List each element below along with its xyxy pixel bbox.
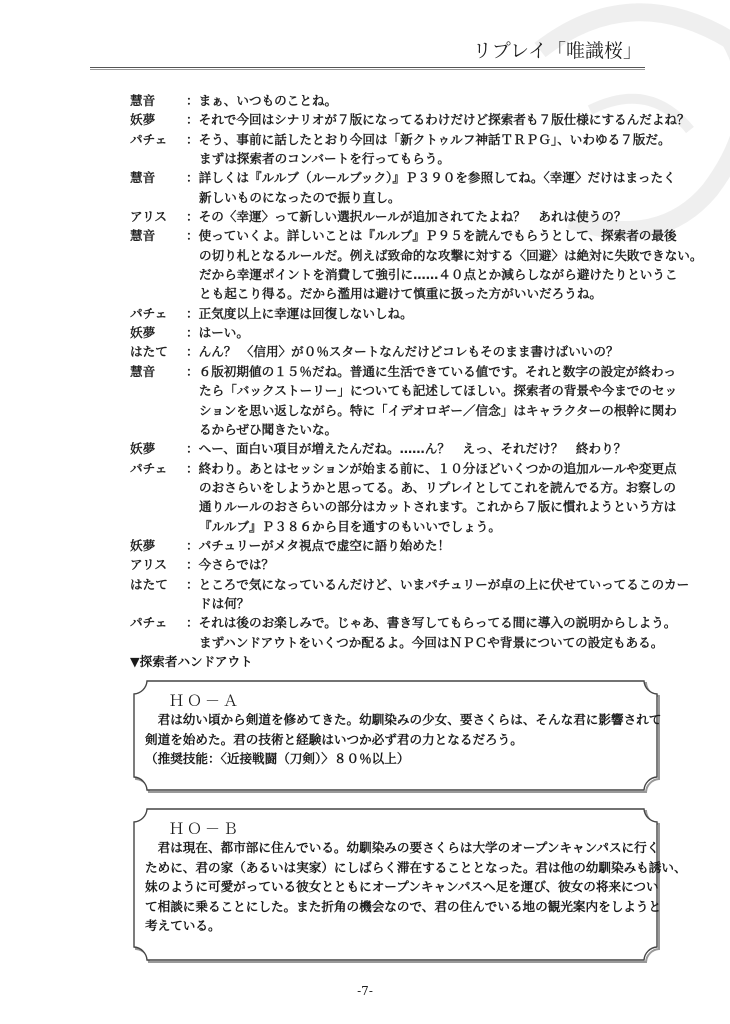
handout-line: 考えている。	[145, 918, 221, 933]
dialogue-line: のおさらいをしようかと思ってる。あ、リプレイとしてこれを読んでる方。お察しの	[199, 479, 676, 495]
speaker-name: パチェ	[130, 131, 168, 147]
handout-line: 君は幼い頃から剣道を修めてきた。幼馴染みの少女、要さくらは、そんな君に影響されて	[145, 712, 662, 727]
speaker-name: 慧音	[130, 170, 156, 186]
dialogue-row	[130, 459, 690, 536]
dialogue-line: たら「バックストーリー」についても記述してほしい。探索者の背景や今までのセッ	[199, 383, 678, 399]
dialogue-line: ：そう、事前に話したとおり今回は「新クトゥルフ神話ＴＲＰＧ」、いわゆる７版だ。	[186, 131, 671, 147]
header-rule	[90, 67, 645, 70]
dialogue-row	[130, 130, 690, 169]
speaker-name: 慧音	[130, 228, 156, 244]
dialogue-row	[130, 342, 690, 361]
dialogue	[130, 91, 703, 652]
dialogue-line: まずハンドアウトをいくつか配るよ。今回はＮＰＣや背景についての設定もある。	[199, 634, 664, 650]
handout-title: ＨＯ－Ｂ	[169, 820, 242, 838]
speaker-name: アリス	[130, 209, 168, 225]
dialogue-line: ：今さらでは？	[186, 557, 275, 573]
dialogue-line: ：パチュリーがメタ視点で虚空に語り始めた！	[186, 537, 451, 553]
speaker-name: パチェ	[130, 615, 168, 631]
dialogue-line: ドは何？	[199, 595, 250, 611]
dialogue-line: とも起こり得る。だから濫用は避けて慎重に扱った方がいいだろうね。	[199, 286, 602, 302]
speaker-name: パチェ	[130, 305, 168, 321]
dialogue-row	[130, 555, 690, 574]
speaker-name: 慧音	[130, 93, 156, 108]
dialogue-line: ：まぁ、いつものことね。	[186, 93, 338, 108]
dialogue-row	[130, 304, 690, 323]
dialogue-line: ：正気度以上に幸運は回復しないしね。	[186, 305, 413, 321]
dialogue-row	[130, 439, 690, 458]
handout-line: 剣道を始めた。君の技術と経験はいつか必ず君の力となるだろう。	[145, 731, 523, 747]
handout-line: て相談に乗ることにした。また折角の機会なので、君の住んでいる地の観光案内をしようと	[145, 898, 662, 914]
dialogue-line: ションを思い返しながら。特に「イデオロギー／信念」はキャラクターの根幹に関わ	[199, 402, 677, 418]
dialogue-row	[130, 110, 690, 129]
dialogue-line: ：んん？ 〈信用〉が０％スタートなんだけどコレもそのまま書けばいいの？	[186, 344, 619, 360]
dialogue-line: 新しいものになったので振り直し。	[199, 189, 401, 205]
handout-title: ＨＯ－Ａ	[169, 692, 242, 710]
dialogue-line: ：それで今回はシナリオが７版になってるわけだけど探索者も７版仕様にするんだよね？	[186, 112, 690, 128]
handout-line: ために、君の家（あるいは実家）にしばらく滞在することとなった。君は他の幼馴染みも誘い、	[145, 859, 687, 875]
handout-line: （推奨技能：〈近接戦闘（刀剣）〉８０％以上）	[145, 751, 410, 766]
speaker-name: アリス	[130, 557, 168, 573]
dialogue-row	[130, 362, 690, 439]
dialogue-line: ：へー、面白い項目が増えたんだね。……ん？ えっ、それだけ？ 終わり？	[186, 441, 627, 457]
speaker-name: パチェ	[130, 460, 168, 476]
dialogue-row	[130, 207, 690, 226]
handout-body	[145, 838, 687, 936]
speaker-name: 妖夢	[130, 441, 156, 457]
dialogue-line: ：それは後のお楽しみで。じゃあ、書き写してもらってる間に導入の説明からしよう。	[186, 615, 677, 631]
dialogue-line: ：その〈幸運〉って新しい選択ルールが追加されてたよね？ あれは使うの？	[186, 209, 627, 225]
dialogue-line: 通りルールのおさらいの部分はカットされます。これから７版に慣れようという方は	[199, 499, 677, 515]
dialogue-line: ：はーい。	[186, 325, 249, 341]
dialogue-row	[130, 536, 690, 555]
dialogue-line: ：詳しくは『ルルブ（ルールブック）』Ｐ３９０を参照してね。〈幸運〉だけはまったく	[186, 170, 676, 186]
running-header-title: リプレイ「唯識桜」	[472, 40, 642, 62]
dialogue-line: ：終わり。あとはセッションが始まる前に、１０分ほどいくつかの追加ルールや変更点	[186, 460, 677, 476]
dialogue-line: の切り札となるルールだ。例えば致命的な攻撃に対する〈回避〉は絶対に失敗できない。	[199, 247, 703, 263]
dialogue-line: 『ルルブ』Ｐ３８６から目を通すのもいいでしょう。	[199, 518, 501, 534]
dialogue-line: ：ところで気になっているんだけど、いまパチュリーが卓の上に伏せていってるこのカー	[186, 576, 690, 592]
dialogue-row	[130, 168, 690, 207]
handout-body	[145, 710, 661, 769]
dialogue-line: だから幸運ポイントを消費して強引に……４０点とか減らしながら避けたりというこ	[199, 267, 678, 283]
speaker-name: 妖夢	[130, 537, 156, 553]
handout-box-b	[133, 808, 687, 961]
page-number: -7-	[357, 984, 373, 998]
dialogue-row	[130, 323, 690, 342]
dialogue-row	[130, 91, 690, 110]
dialogue-line: るからぜひ聞きたいな。	[199, 421, 338, 437]
dialogue-row	[130, 613, 690, 652]
handout-line: 君は現在、都市部に住んでいる。幼馴染みの要さくらは大学のオープンキャンパスに行く	[145, 840, 660, 855]
handout-box-a	[133, 680, 662, 791]
dialogue-line: ：使っていくよ。詳しいことは『ルルブ』Ｐ９５を読んでもらうとして、探索者の最後	[186, 228, 677, 244]
dialogue-row	[130, 226, 703, 303]
dialogue-line: まずは探索者のコンバートを行ってもらう。	[199, 151, 450, 167]
speaker-name: はたて	[130, 344, 168, 360]
speaker-name: 慧音	[130, 363, 156, 379]
speaker-name: 妖夢	[130, 325, 156, 341]
speaker-name: はたて	[130, 576, 168, 592]
dialogue-line: ：６版初期値の１５％だね。普通に生活できている値です。それと数字の設定が終わっ	[186, 363, 677, 379]
speaker-name: 妖夢	[130, 112, 156, 128]
dialogue-row	[130, 575, 690, 614]
handout-line: 妹のように可愛がっている彼女とともにオープンキャンパスへ足を運び、彼女の将来につい	[145, 879, 659, 894]
section-heading: ▼探索者ハンドアウト	[130, 654, 253, 669]
